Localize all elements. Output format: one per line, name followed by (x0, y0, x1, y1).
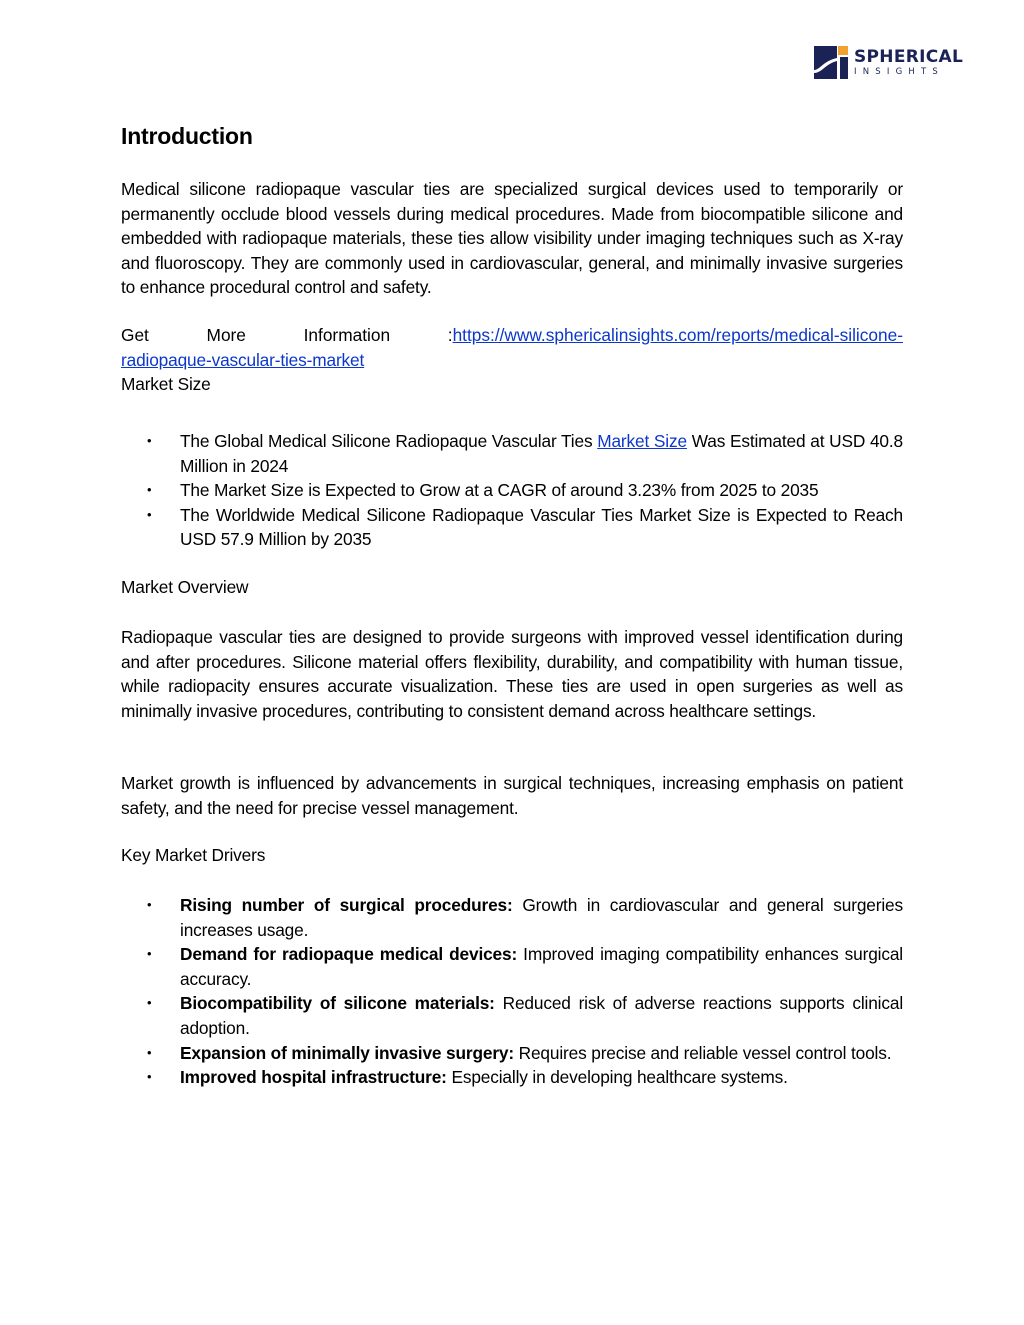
bullet-icon: • (147, 1044, 152, 1060)
intro-heading: Introduction (121, 123, 253, 149)
report-link-line1[interactable]: https://www.sphericalinsights.com/reports/medical-silicone- (452, 325, 903, 345)
logo-subtitle: INSIGHTS (854, 66, 944, 77)
overview-paragraph-2: Market growth is influenced by advancements in surgical techniques, increasing emphasis on patient safety, and the need for precise vessel management. (121, 773, 903, 818)
list-item: • Biocompatibility of silicone materials: Reduced risk of adverse reactions supports clinical adoption. (147, 993, 904, 1038)
overview-paragraph-1: Radiopaque vascular ties are designed to provide surgeons with improved vessel identification during and after procedures. Silicone material offers flexibility, durability, and compatibility with human tissue, while radiopacity ensures accurate visualization. These ties are used in open surgeries as well as minimally invasive procedures, contributing to consistent demand across healthcare settings. (121, 627, 903, 721)
logo-title: SPHERICAL (854, 46, 964, 67)
list-item: • The Market Size is Expected to Grow at a CAGR of around 3.23% from 2025 to 2035 (121, 478, 903, 503)
information-word: Information (303, 325, 391, 345)
more-word: More (206, 325, 246, 345)
market-overview-heading: Market Overview (121, 577, 249, 597)
logo-mark-icon (814, 46, 848, 79)
market-size-link[interactable]: Market Size (597, 431, 687, 451)
list-item: • The Global Medical Silicone Radiopaque Vascular Ties Market Size Was Estimated at USD 40.8 Million in 2024 (147, 431, 903, 476)
drivers-list (121, 893, 903, 1090)
list-item: • Rising number of surgical procedures: Growth in cardiovascular and general surgeries increases usage. (147, 895, 903, 940)
colon: : (447, 325, 453, 345)
bullet-icon: • (147, 482, 152, 498)
driver-title: Rising number of surgical procedures: (180, 895, 513, 915)
intro-paragraph: Medical silicone radiopaque vascular ties are specialized surgical devices used to temporarily or permanently occlude blood vessels during medical procedures. Made from biocompatible silicone and embedded with radiopaque materials, these ties allow visibility under imaging techniques such as X-ray and fluoroscopy. They are commonly used in cardiovascular, general, and minimally invasive surgeries to enhance procedural control and safety. (121, 179, 903, 298)
get-word: Get (121, 325, 149, 345)
driver-title: Demand for radiopaque medical devices: (180, 944, 518, 965)
key-drivers-heading: Key Market Drivers (121, 845, 266, 865)
driver-title: Expansion of minimally invasive surgery: (180, 1042, 514, 1063)
list-item: • The Worldwide Medical Silicone Radiopaque Vascular Ties Market Size is Expected to Reach USD 57.9 Million by 2035 (147, 504, 903, 550)
bullet-icon: • (147, 897, 152, 912)
list-item: • Improved hospital infrastructure: Especially in developing healthcare systems. (121, 1065, 903, 1090)
bullet-icon: • (147, 946, 152, 962)
market-size-heading: Market Size (121, 374, 211, 395)
spherical-insights-logo (814, 46, 963, 79)
bullet-icon: • (147, 433, 152, 448)
bullet-icon: • (147, 1069, 152, 1085)
bullet-icon: • (147, 995, 152, 1011)
bullet-icon: • (147, 506, 152, 522)
list-item: • Expansion of minimally invasive surgery: Requires precise and reliable vessel control tools. (121, 1041, 903, 1066)
get-more-info (121, 323, 903, 397)
list-item: • Demand for radiopaque medical devices: Improved imaging compatibility enhances surgical accuracy. (147, 944, 903, 989)
report-link-line2[interactable]: radiopaque-vascular-ties-market (121, 349, 365, 370)
driver-title: Biocompatibility of silicone materials: (180, 993, 495, 1014)
driver-title: Improved hospital infrastructure: (180, 1067, 447, 1088)
market-size-list (121, 429, 903, 552)
